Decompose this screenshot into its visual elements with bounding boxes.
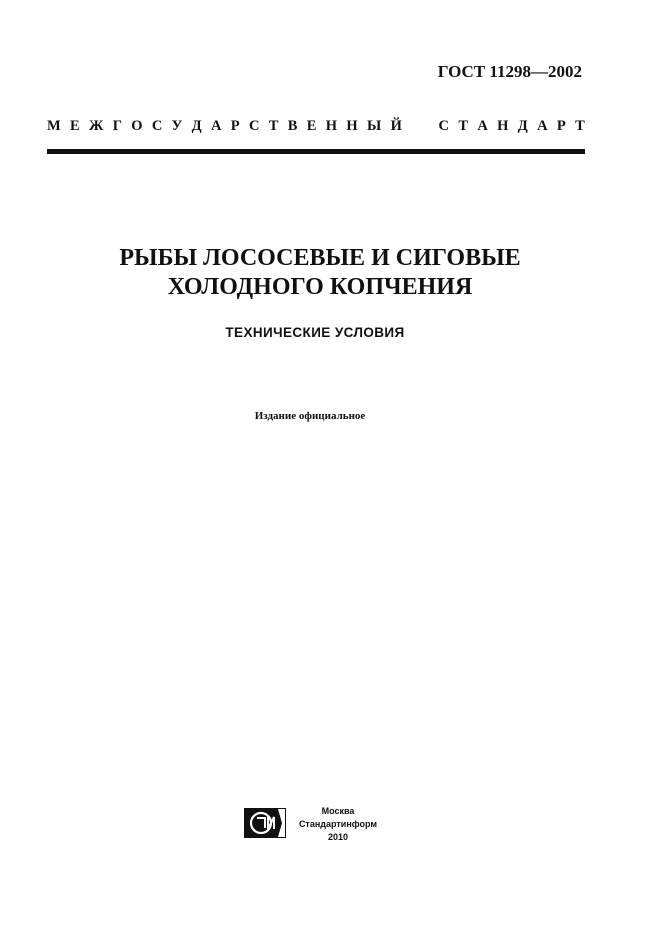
heading-letter: О — [131, 118, 143, 134]
interstate-standard-heading — [47, 118, 585, 135]
document-subtitle: ТЕХНИЧЕСКИЕ УСЛОВИЯ — [225, 325, 405, 340]
standartinform-logo — [244, 808, 286, 838]
heading-letter: Н — [346, 118, 358, 134]
heading-letter: Д — [191, 118, 202, 134]
heading-letter: Т — [575, 118, 585, 134]
heading-letter: Ж — [89, 118, 104, 134]
heading-letter: Е — [306, 118, 317, 134]
heading-letter: М — [47, 118, 61, 134]
heading-letter: Р — [556, 118, 566, 134]
heading-letter: С — [248, 118, 260, 134]
heading-letter: Н — [325, 118, 338, 134]
document-title — [0, 244, 640, 302]
heading-letter: Р — [230, 118, 240, 134]
heading-letter: Д — [517, 118, 528, 134]
heading-letter: В — [287, 118, 298, 134]
heading-letter: Т — [458, 118, 468, 134]
publisher-name: Стандартинформ — [298, 819, 378, 829]
standard-number: ГОСТ 11298—2002 — [437, 62, 582, 81]
heading-letter: Г — [112, 118, 122, 134]
heading-letter: А — [210, 118, 222, 134]
heading-letter: Е — [70, 118, 80, 134]
heading-letter: Н — [497, 118, 509, 134]
word-gap — [411, 118, 429, 135]
heading-letter: С — [438, 118, 449, 134]
publication-year: 2010 — [327, 832, 349, 842]
heading-letter: Й — [390, 118, 402, 134]
heading-letter: А — [477, 118, 488, 134]
publisher-block — [288, 805, 388, 844]
heading-letter: С — [151, 118, 163, 134]
publisher-city: Москва — [321, 806, 355, 816]
heading-letter: Т — [268, 118, 279, 134]
heading-rule — [47, 149, 585, 154]
edition-note: Издание официальное — [254, 410, 366, 422]
title-line-2: ХОЛОДНОГО КОПЧЕНИЯ — [167, 274, 473, 300]
title-line-1: РЫБЫ ЛОСОСЕВЫЕ И СИГОВЫЕ — [119, 245, 521, 271]
heading-letter: У — [171, 118, 183, 134]
heading-letter: Ы — [367, 118, 382, 134]
heading-letter: А — [537, 118, 548, 134]
